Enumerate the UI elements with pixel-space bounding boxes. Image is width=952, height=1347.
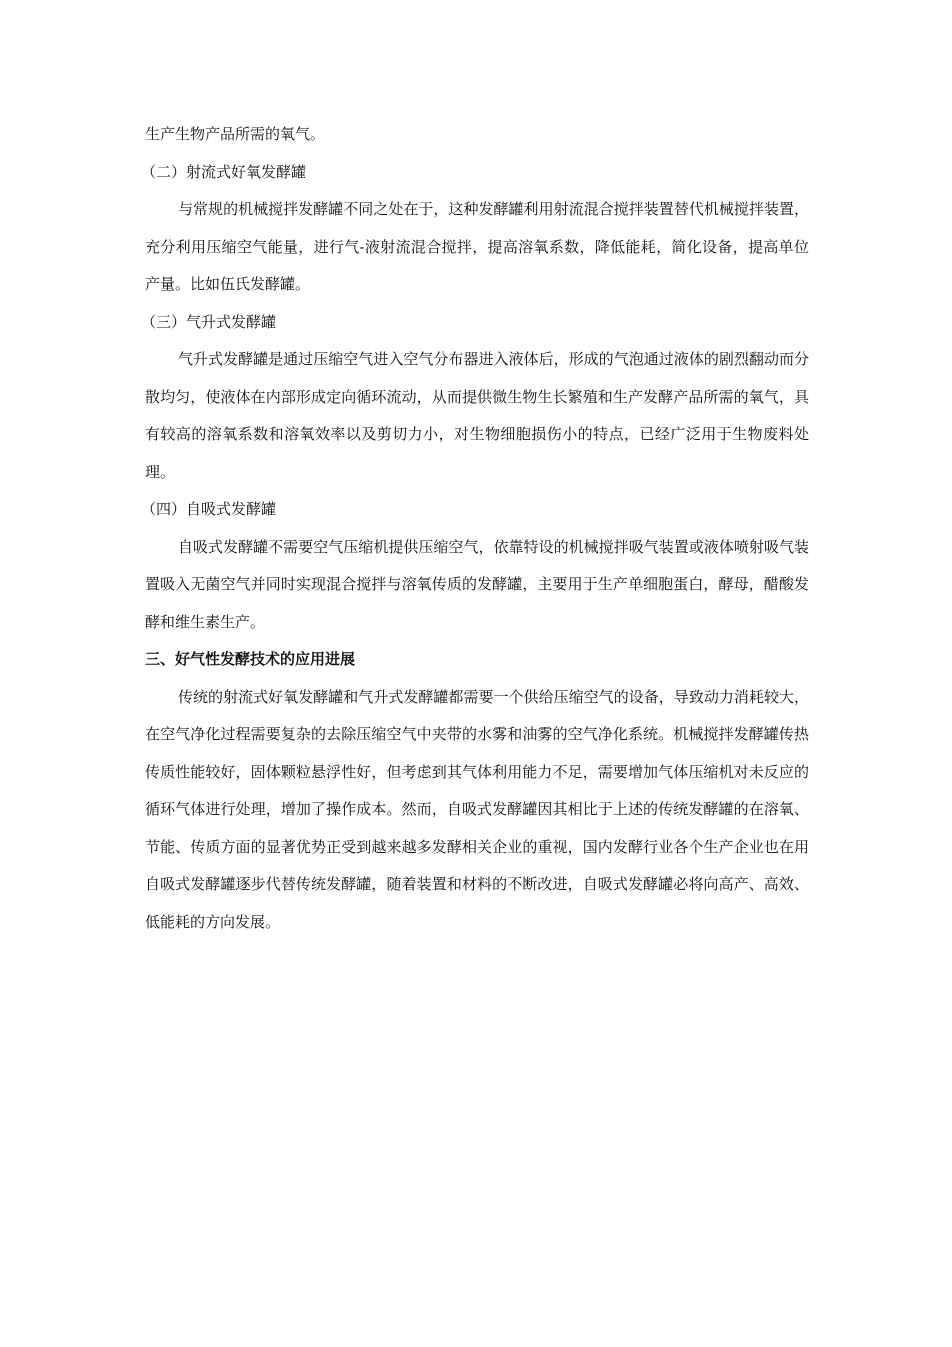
paragraph-airlift-fermenter: 气升式发酵罐是通过压缩空气进入空气分布器进入液体后，形成的气泡通过液体的剧烈翻动而分散均匀，使液体在内部形成定向循环流动，从而提供微生物生长繁殖和生产发酵产品所需的氧气，具有较高的溶氧系数和溶氧效率以及剪切力小，对生物细胞损伤小的特点，已经广泛用于生物废料处理。 — [145, 350, 809, 481]
paragraph-self-priming-fermenter: 自吸式发酵罐不需要空气压缩机提供压缩空气，依靠特设的机械搅拌吸气装置或液体喷射吸气装置吸入无菌空气并同时实现混合搅拌与溶氧传质的发酵罐，主要用于生产单细胞蛋白，酵母，醋酸发酵和维生素生产。 — [145, 537, 809, 631]
paragraph-jet-fermenter: 与常规的机械搅拌发酵罐不同之处在于，这种发酵罐利用射流混合搅拌装置替代机械搅拌装置，充分利用压缩空气能量，进行气-液射流混合搅拌，提高溶氧系数，降低能耗，简化设备，提高单位产量。比如伍氏发酵罐。 — [145, 200, 809, 293]
subheading-jet-fermenter: （二）射流式好氧发酵罐 — [141, 162, 307, 181]
document-page — [141, 116, 809, 941]
subheading-self-priming-fermenter: （四）自吸式发酵罐 — [141, 500, 277, 518]
subheading-airlift-fermenter: （三）气升式发酵罐 — [141, 312, 277, 331]
section-heading-application-progress: 三、好气性发酵技术的应用进展 — [145, 650, 356, 668]
paragraph-application-progress: 传统的射流式好氧发酵罐和气升式发酵罐都需要一个供给压缩空气的设备，导致动力消耗较大，在空气净化过程需要复杂的去除压缩空气中夹带的水雾和油雾的空气净化系统。机械搅拌发酵罐传热传质性能较好，固体颗粒悬浮性好，但考虑到其气体利用能力不足，需要增加气体压缩机对未反应的循环气体进行处理，增加了操作成本。然而，自吸式发酵罐因其相比于上述的传统发酵罐的在溶氧、节能、传质方面的显著优势正受到越来越多发酵相关企业的重视，国内发酵行业各个生产企业也在用自吸式发酵罐逐步代替传统发酵罐，随着装置和材料的不断改进，自吸式发酵罐必将向高产、高效、低能耗的方向发展。 — [145, 687, 809, 931]
paragraph-continuation: 生产生物产品所需的氧气。 — [145, 125, 326, 143]
